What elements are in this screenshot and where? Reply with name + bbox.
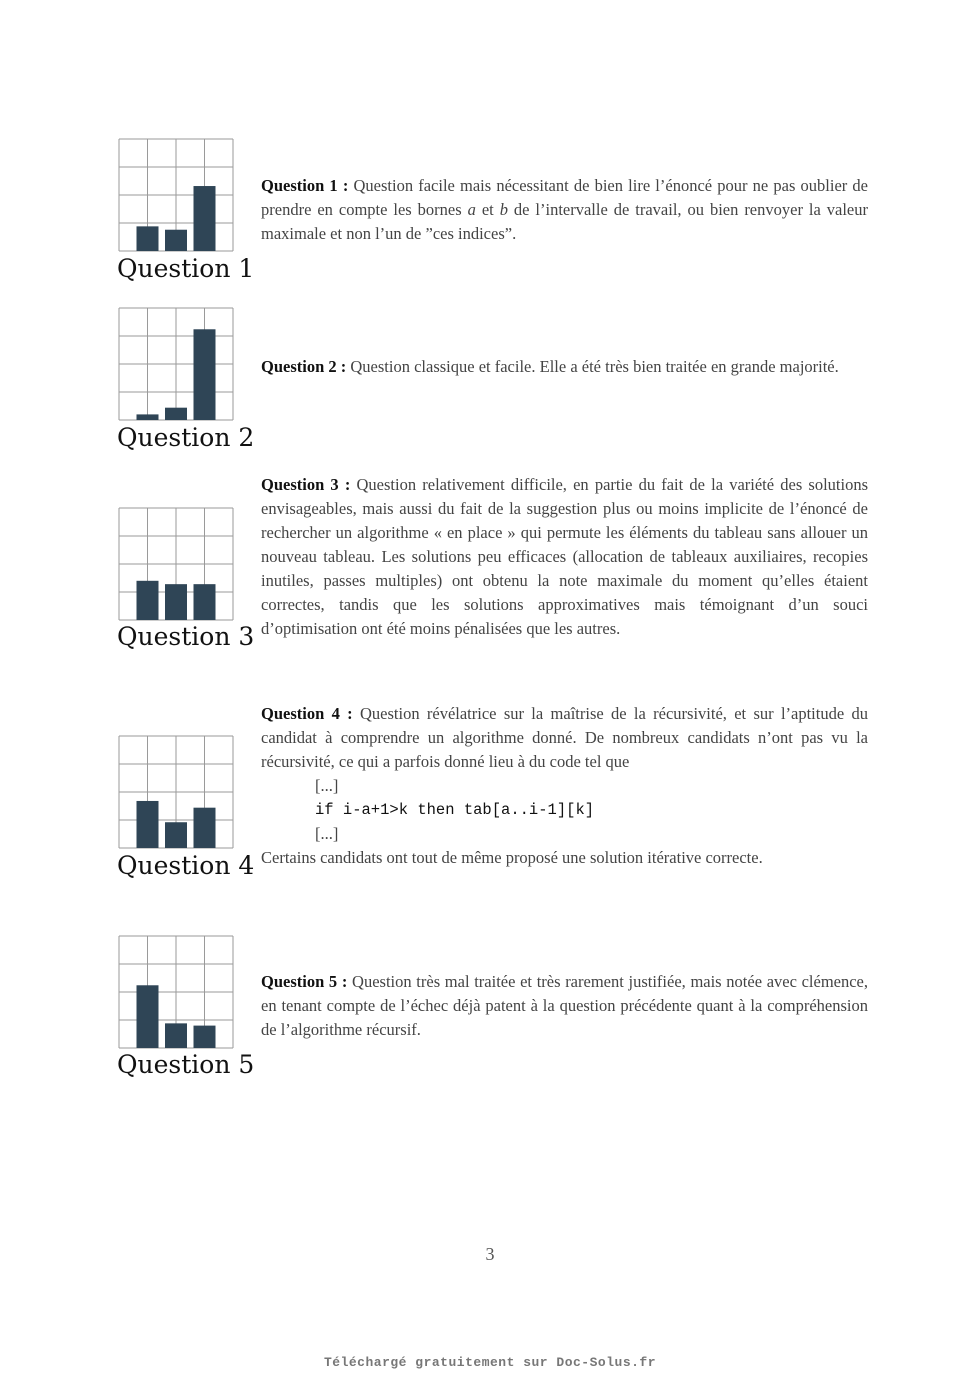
question-5-text (261, 970, 868, 1042)
question-1-chart (118, 138, 234, 252)
chart-bar-2 (165, 822, 187, 848)
question-4-body: Question révélatrice sur la maîtrise de la récursivité, et sur l’aptitude du candidat à comprendre un algorithme donné. De nombreux candidats n’ont pas vu la récursivité, ce qui a parfois donné lieu à du code tel que (261, 704, 868, 771)
chart-bar-1 (137, 985, 159, 1048)
chart-bar-3 (194, 1026, 216, 1048)
chart-bar-3 (194, 186, 216, 251)
question-2-text (261, 355, 868, 379)
question-2-chart (118, 307, 234, 421)
question-1-body: Question facile mais nécessitant de bien lire l’énoncé pour ne pas oublier de prendre en compte les bornes a et b de l’intervalle de travail, ou bien renvoyer la valeur maximale et non l’un de ”ces indices”. (261, 176, 869, 243)
question-2-body: Question classique et facile. Elle a été très bien traitée en grande majorité. (350, 357, 839, 376)
question-2-label: Question 2 (117, 423, 255, 452)
bar-chart (118, 307, 234, 421)
chart-bar-3 (194, 808, 216, 848)
chart-bar-1 (137, 581, 159, 620)
chart-bar-3 (194, 584, 216, 620)
chart-bar-2 (165, 408, 187, 420)
chart-bar-1 (137, 226, 159, 251)
question-5-chart (118, 935, 234, 1049)
bar-chart (118, 138, 234, 252)
chart-bar-3 (194, 329, 216, 420)
page-number: 3 (485, 1244, 495, 1264)
question-1-title: Question 1 : (261, 176, 349, 195)
code-line-1: [...] (315, 776, 339, 795)
question-1-text (261, 174, 868, 246)
footer-text: Téléchargé gratuitement sur Doc-Solus.fr (323, 1355, 657, 1370)
chart-bar-2 (165, 230, 187, 251)
question-2-title: Question 2 : (261, 357, 347, 376)
question-4-label: Question 4 (117, 851, 255, 880)
question-3-body: Question relativement difficile, en partie du fait de la variété des solutions envisageables, mais aussi du fait de la suggestion plus ou moins implicite de l’énoncé de rechercher un algorithme « en place » qui permute les éléments du tableau sans allouer un nouveau tableau. Les solutions peu efficaces (allocation de tableaux auxiliaires, recopies inutiles, passes multiples) ont obtenu la note maximale du moment qu’elles étaient correctes, tandis que les solutions approximatives mais témoignant d’un souci d’optimisation ont été moins pénalisées que les autres. (261, 475, 868, 638)
question-3-chart (118, 507, 234, 621)
question-5-body: Question très mal traitée et très rarement justifiée, mais notée avec clémence, en tenant compte de l’échec déjà patent à la question précédente quant à la compréhension de l’algorithme récursif. (261, 972, 868, 1039)
question-4-text (261, 702, 868, 870)
bar-chart (118, 735, 234, 849)
bar-chart (118, 935, 234, 1049)
chart-bar-1 (137, 801, 159, 848)
question-5-title: Question 5 : (261, 972, 348, 991)
question-3-text (261, 473, 868, 641)
question-5-label: Question 5 (117, 1050, 255, 1079)
chart-bar-1 (137, 414, 159, 420)
question-4-chart (118, 735, 234, 849)
question-4-title: Question 4 : (261, 704, 353, 723)
bar-chart (118, 507, 234, 621)
question-1-label: Question 1 (117, 254, 255, 283)
chart-bar-2 (165, 1023, 187, 1048)
question-3-label: Question 3 (117, 622, 255, 651)
chart-bar-2 (165, 584, 187, 620)
question-3-title: Question 3 : (261, 475, 351, 494)
code-line-2: if i-a+1>k then tab[a..i-1][k] (315, 801, 595, 819)
question-4-after: Certains candidats ont tout de même proposé une solution itérative correcte. (261, 848, 763, 867)
code-line-3: [...] (315, 824, 339, 843)
